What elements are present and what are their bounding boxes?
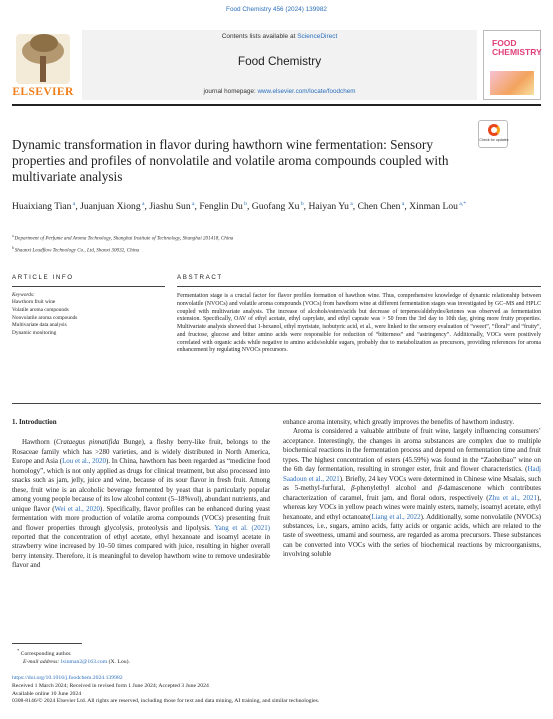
check-updates-label: Check for updates [479,138,509,142]
affiliation-marker: b [12,245,15,250]
journal-header [12,30,541,100]
italic-term: Crataegus pinnatifida [56,438,120,447]
contents-prefix: Contents lists available at [221,33,298,40]
citation-link[interactable]: Liang et al., 2022 [371,512,421,521]
journal-reference-link[interactable]: Food Chemistry 456 (2024) 139982 [226,6,327,13]
citation-link[interactable]: Hadj Saadoun et al., 2021 [283,465,541,483]
citation-link[interactable]: Zhu et al., 2021 [488,493,537,502]
affiliation-line: $^b$ Shaanxi Leadflow Technology Co., Ltd, Shanxi 30032, China [12,245,140,254]
affiliation-marker: a [12,234,15,238]
keyword-item: Multivariate data analysis [12,322,67,329]
italic-term: β [438,484,442,493]
elsevier-wordmark: ELSEVIER [12,86,74,98]
homepage-prefix: journal homepage: [203,88,258,95]
paragraph-text: Aroma is considered a valuable attribute of fruit wine, largely influencing consumers’ acceptance. Interestingly, the changes in aroma substances are complex due to multiple biochemical reactions in the fermentation process and depend on fermentation time and fruit types. The highest concentration of esters (45.59%) was found in the “Zaoheibao” wine on the 6th day fermentation, resulting in stronger ester, fruit and flower characteristics. ( [283,427,541,474]
check-for-updates-button[interactable] [478,120,508,148]
author-affiliation-marker[interactable]: a [190,201,195,207]
author-list: Huaixiang Tian $^a$, Juanjuan Xiong $^a$, Jiashu Sun $^a$, Fenglin Du $^b$, Guofang Xu $^b$, Haiyan Yu $^a$, Chen Chen $^a$, Xinman Lou $^{a,*}$ [12,201,467,213]
corresponding-author-footnote [17,647,130,666]
article-title: Dynamic transformation in flavor during hawthorn wine fermentation: Sensory properties and profiles of nonvolatile and volatile aroma compounds coupled with multivariate analysis [12,137,449,185]
journal-title: Food Chemistry [237,54,322,68]
elsevier-tree-icon [16,34,70,84]
paragraph-text: ), whereas key VOCs in yellow peach wines were mainly esters, namely, isoamyl acetate, ethyl hexanoate, and ethyl octanoate( [283,493,541,521]
intro-paragraph-2 [283,427,541,559]
elsevier-logo[interactable] [12,30,74,100]
author-affiliation-marker[interactable]: a,* [457,201,467,207]
citation-link[interactable]: Yang et al. (2021) [214,523,270,532]
paragraph-text: -phenylethyl alcohol and [354,484,439,493]
author-name[interactable]: Xinman Lou [409,201,458,213]
author-name[interactable]: Guofang Xu [251,201,300,213]
cover-artwork [490,71,534,95]
email-link[interactable]: lxinman2@163.com [60,658,108,665]
author-name[interactable]: Fenglin Du [199,201,243,213]
footnote-divider [12,643,82,644]
keywords-list [12,299,162,338]
intro-paragraph-1 [12,438,270,570]
paragraph-text: Bunge), a fleshy berry-like fruit, belongs to the Rosaceae family which has >280 varieties, and is widely distributed in North America, Europe and Asia ( [12,438,270,466]
author-affiliation-marker[interactable]: a [140,201,145,207]
paragraph-text: ). In China, hawthorn has been regarded as “medicine food homology”, which is not only applied as drugs for clinical treatment, but also processed into snacks such as jam, jelly, juice and wine, because of its sour flavor in fresh fruit. Among these, fruit wine is an alcoholic beverage fermented by yeast that is particularly popular among young people because of its low alcohol content (5–18%vol), abundant nutrients, and unique flavor ( [12,457,270,513]
paragraph-text: Hawthorn ( [22,438,57,447]
author-affiliation-marker[interactable]: a [400,201,405,207]
affiliations [12,232,532,255]
paragraph-text: ). Briefly, 24 key VOCs were determined in Chinese wine Msalais, such as 5-methyl-furfural, [283,474,541,493]
publication-info [12,675,541,706]
contents-line [82,33,477,40]
keyword-item: Dynamic monitoring [12,330,57,337]
article-info-divider [12,286,165,287]
keyword-item: Nonvolatile aroma compounds [12,314,78,321]
author-affiliation-marker[interactable]: a [71,201,76,207]
affiliation-line: $^a$ Department of Perfume and Aroma Technology, Shanghai Institute of Technology, Shanghai 201418, China [12,234,234,242]
abstract-heading: ABSTRACT [177,274,223,281]
author-name[interactable]: Haiyan Yu [308,201,349,213]
homepage-link[interactable]: www.elsevier.com/locate/foodchem [257,88,356,95]
header-divider [12,104,541,106]
cover-title-line2: CHEMISTRY [492,46,542,57]
author-affiliation-marker[interactable]: b [242,201,247,207]
cover-title-line1: FOOD [492,38,517,48]
article-info-heading: ARTICLE INFO [12,274,74,281]
author-affiliation-marker[interactable]: b [299,201,304,207]
check-updates-icon [488,124,500,136]
paragraph-text: reported that the concentration of ethyl acetate, ethyl hexanoate and isoamyl acetate in strawberry wine increased by 10–50 times compared with juice, resulting in higher overall berry intensity. Therefore, it is meaningful to develop hawthorn wine to remove undesirable flavor and [12,532,270,570]
journal-cover-thumbnail[interactable] [483,30,541,100]
author-affiliation-marker[interactable]: a [348,201,353,207]
intro-paragraph-continued: enhance aroma intensity, which greatly improves the benefits of hawthorn industry. [283,418,515,426]
italic-term: β [351,484,355,493]
paragraph-text: -damascenone which contributes characterization of caramel, fruit jam, and floral odors, respectively ( [283,484,541,502]
keywords-label: Keywords: [12,292,35,298]
citation-link[interactable]: Lou et al., 2020 [62,457,106,466]
citation-link[interactable]: Wei et al., 2020 [54,504,101,513]
paragraph-text: ). Specifically, flavor profiles can be enhanced during yeast fermentation with more production of volatile aroma compounds (VOCs) presenting fruit and flower properties through glycolysis, proteolysis and lipolysis. [12,504,270,532]
copyright-notice: 0308-8146/© 2024 Elsevier Ltd. All rights are reserved, including those for text and data mining, AI training, and similar technologies. [12,698,320,705]
section-heading-introduction: 1. Introduction [12,418,57,426]
paragraph-text: ). Additionally, some nonvolatile (NVOCs) substances, i.e., sugars, amino acids, fatty acids or organic acids, which are related to the taste of sweetness, umami and sourness, are regarded as aroma precursors. These substances can be converted into VOCs with the series of biochemical reactions by microorganisms, involving soluble [283,512,541,559]
abstract-bottom-divider [12,403,541,404]
author-name[interactable]: Jiashu Sun [149,201,191,213]
body-column-right [283,418,541,560]
journal-banner [82,30,477,100]
author-name[interactable]: Juanjuan Xiong [80,201,141,213]
homepage-line [82,88,477,95]
received-dates: Received 1 March 2024; Received in revised form 1 June 2024; Accepted 3 June 2024 [12,682,209,689]
keyword-item: Hawthorn fruit wine [12,299,56,305]
available-online: Available online 10 June 2024 [12,690,82,697]
corresponding-label: Corresponding author. [20,650,72,657]
author-name[interactable]: Chen Chen [357,201,401,213]
sciencedirect-link[interactable]: ScienceDirect [297,33,338,40]
abstract-divider [177,286,541,287]
doi-link[interactable]: https://doi.org/10.1016/j.foodchem.2024.139982 [12,675,123,681]
author-name[interactable]: Huaixiang Tian [12,201,72,213]
asterisk-marker: * [17,648,20,653]
email-label: E-mail address: [23,658,61,665]
abstract-text: Fermentation stage is a crucial factor for flavor profiles formation of hawthon wine. Thus, comprehensive knowledge of dynamic relationship between nonvolatile (NVOCs) and volatile aroma compounds (VOCs) from hawthorn wine at different fermentation stages was investigated by GC–MS and HPLC coupled with multivariate analysis. The increase of alcohols/esters/acids but decrease of terpenes/aldehydes/ketones was observed as fermentation extension. Specifically, OAV of ethyl acetate, ethyl caprylate, and ethyl caprate was > 50 from the 3rd day to 10th day, giving more fruity properties. Multivariate analysis showed that 1-hexanol, ethyl myristate, isobutyric acid, et al., were linked to the sensory evaluation of “sweet”, “floral” and “fruity”, and fructose, glucose and bitter amino acids were responsible for reduction of “bitterness” and “astringency”. Additionally, VOCs were positively correlated with organic acids while negative to amino acids/soluble sugars, probably due to metabolization as precursors, providing references for aroma enhancement by regulating NVOCs precursors. [177,293,541,354]
email-suffix: (X. Lou). [107,658,130,665]
body-column-left [12,418,270,571]
keyword-item: Volatile aroma compounds [12,306,69,313]
